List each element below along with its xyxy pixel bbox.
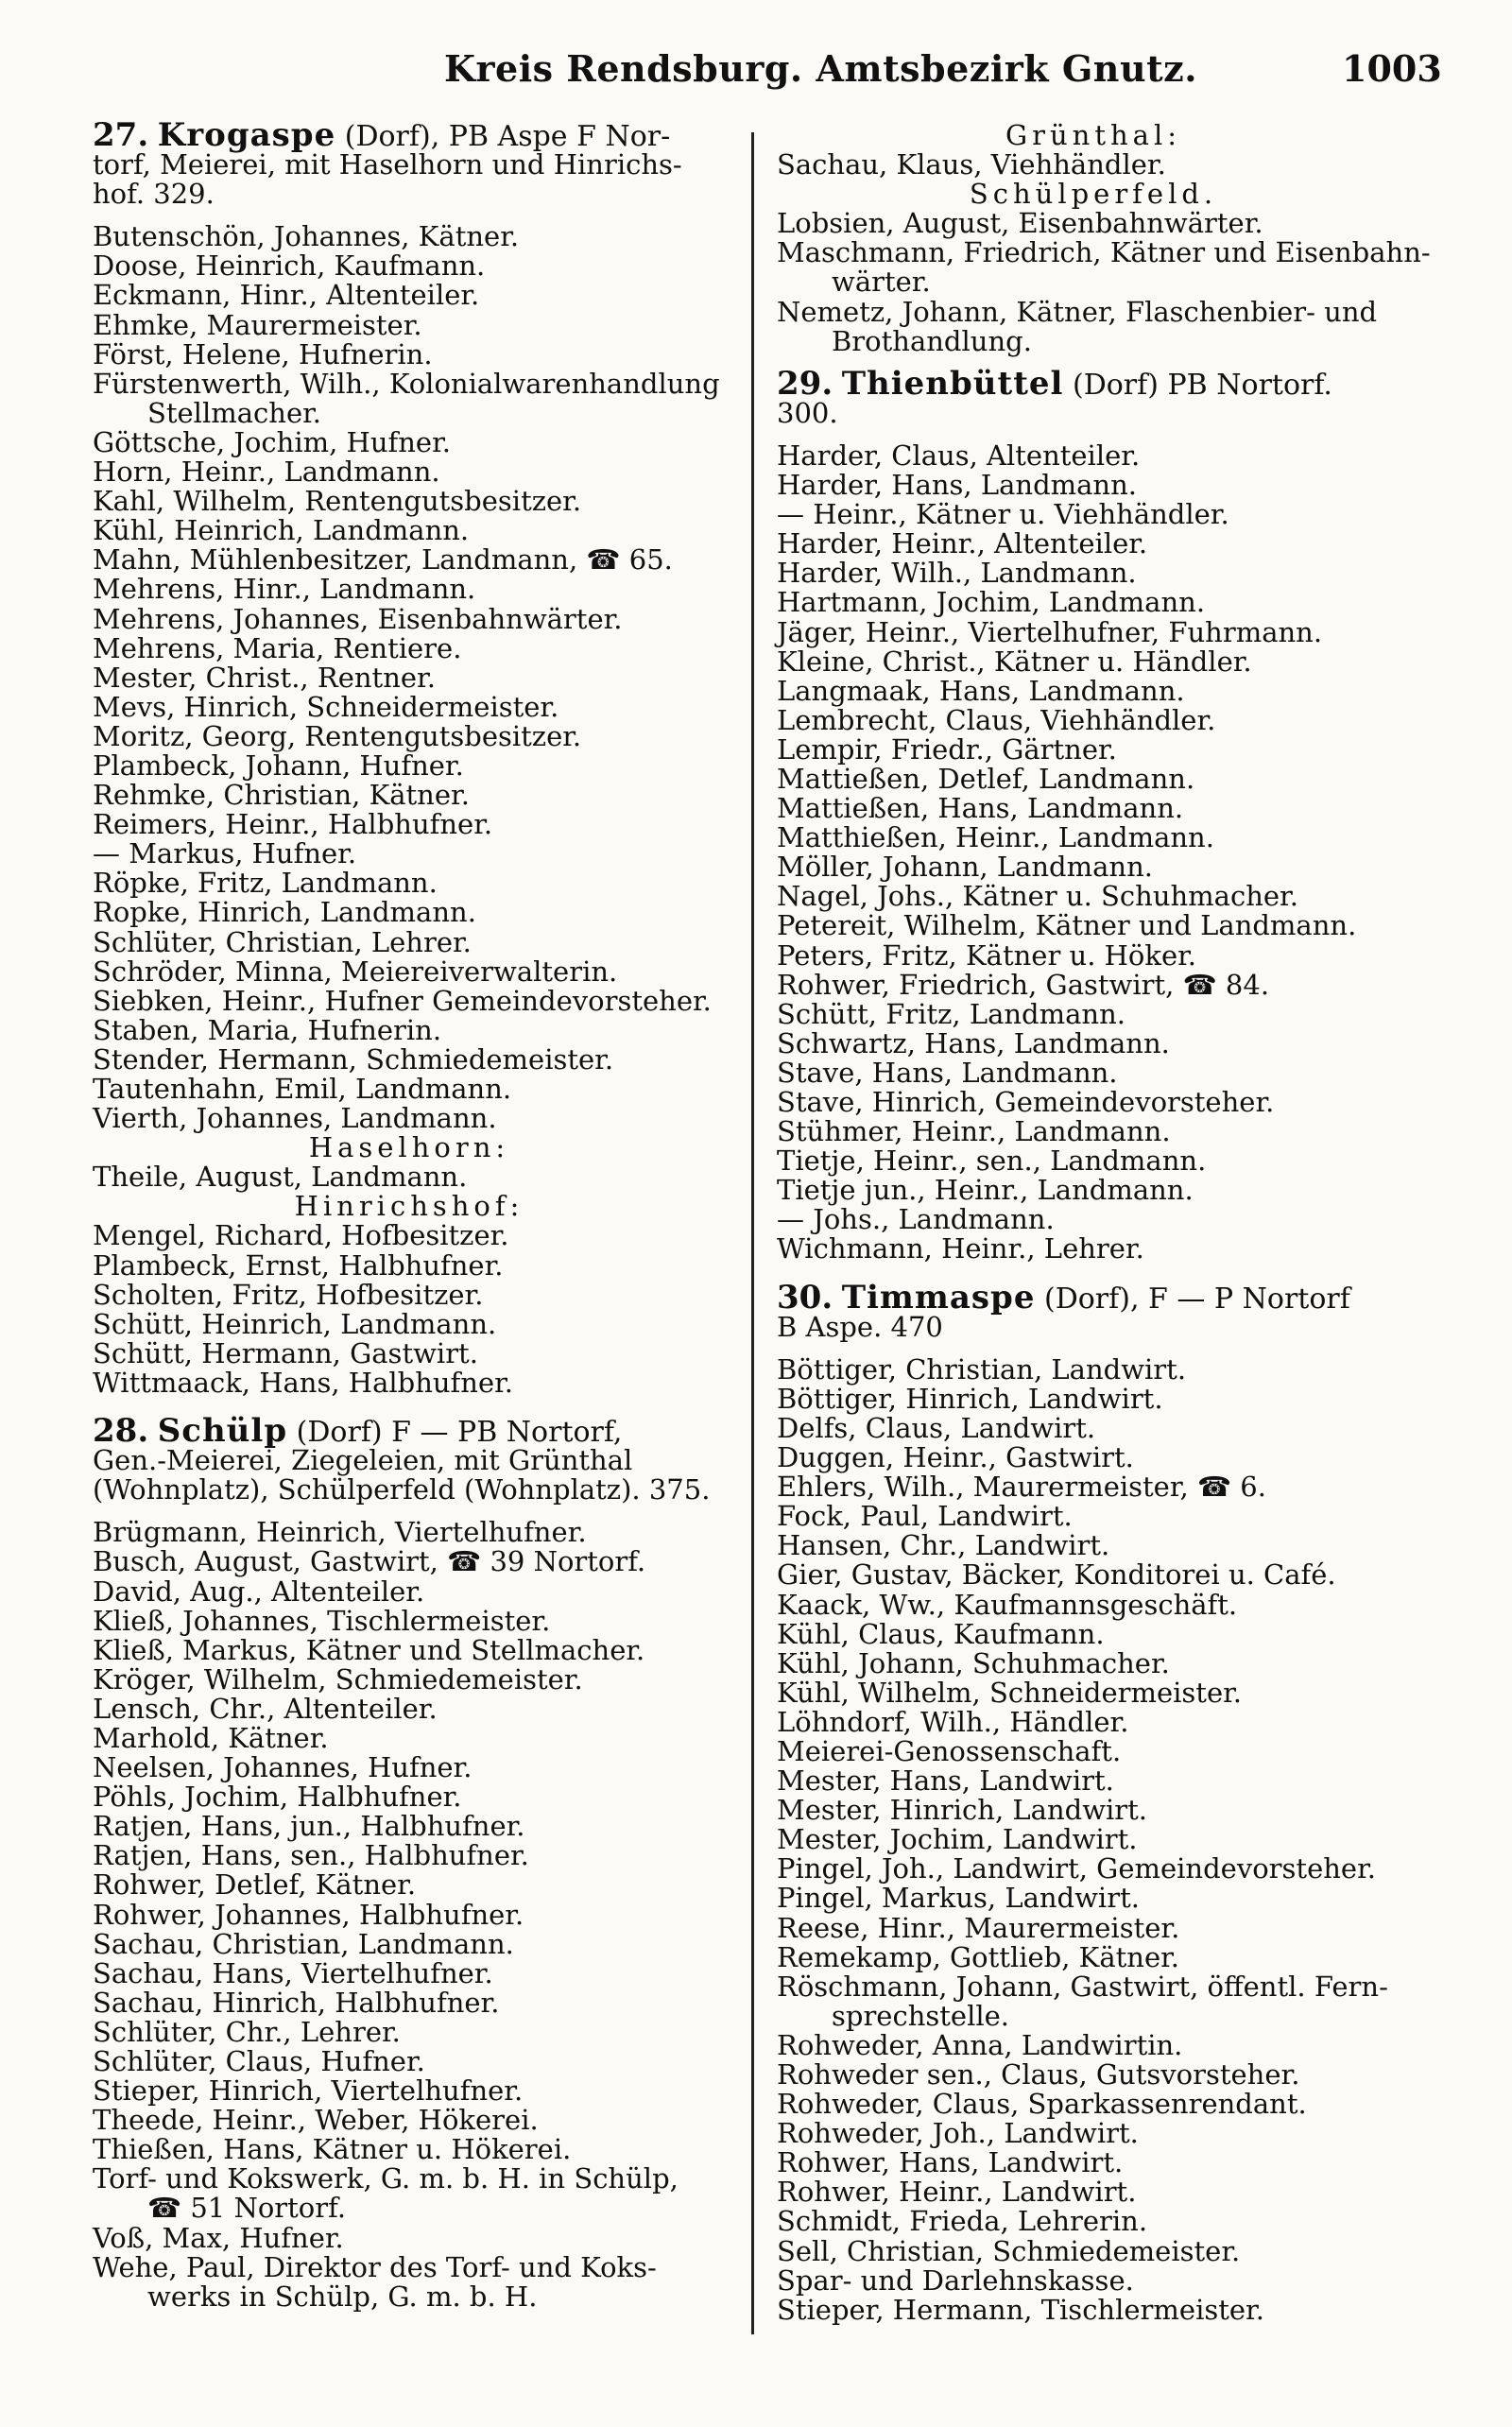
entry-29-heading [777,364,1410,429]
subplace-heading: Haselhorn: [308,1131,510,1164]
entry-desc: (Dorf), F — P Nortorf [1035,1282,1350,1316]
list-item: Remekamp, Gottlieb, Kätner. [777,1940,1180,1973]
list-item: — Johs., Landmann. [777,1203,1055,1236]
resident-list-hinrichshof [93,1221,726,1398]
list-item: Butenschön, Johannes, Kätner. [93,220,520,253]
left-column [93,116,726,2313]
list-item: Gier, Gustav, Bäcker, Konditorei u. Café. [777,1558,1336,1592]
list-item: Wittmaack, Hans, Halbhufner. [93,1366,514,1399]
list-item: Lobsien, August, Eisenbahnwärter. [777,207,1263,240]
list-item: Mester, Hans, Landwirt. [777,1764,1114,1798]
list-item: Rohwer, Friedrich, Gastwirt, ☎ 84. [777,968,1270,1001]
list-item: Jäger, Heinr., Viertelhufner, Fuhrmann. [777,615,1323,648]
list-item: Harder, Wilh., Landmann. [777,557,1137,590]
list-item: Reimers, Heinr., Halbhufner. [93,808,493,841]
list-item: Fürstenwerth, Wilh., Kolonialwarenhandlung [93,367,720,400]
entry-desc: (Dorf) F — PB Nortorf, [287,1416,623,1450]
list-item: Mevs, Hinrich, Schneidermeister. [93,690,559,723]
list-item: Rohweder sen., Claus, Gutsvorsteher. [777,2058,1300,2091]
list-item: Wichmann, Heinr., Lehrer. [777,1232,1144,1265]
list-item: Mehrens, Johannes, Eisenbahnwärter. [93,602,623,635]
list-item: Matthießen, Heinr., Landmann. [777,821,1214,854]
resident-list-schuelperfeld [777,207,1431,357]
list-item: Schütt, Fritz, Landmann. [777,997,1125,1030]
list-item: Stieper, Hermann, Tischlermeister. [777,2293,1264,2326]
list-item: Rohweder, Joh., Landwirt. [777,2117,1139,2150]
resident-list-27 [93,222,726,1133]
entry-desc: (Dorf), PB Aspe F Nor- [335,120,671,153]
list-item: wärter. [832,266,931,299]
list-item: Peters, Fritz, Kätner u. Höker. [777,938,1197,972]
list-item: Kröger, Wilhelm, Schmiedemeister. [93,1662,583,1695]
list-item: Nagel, Johs., Kätner u. Schuhmacher. [777,880,1298,913]
list-item: Pingel, Markus, Landwirt. [777,1882,1140,1915]
list-item: Scholten, Fritz, Hofbesitzer. [93,1278,484,1311]
list-item: Thießen, Hans, Kätner u. Hökerei. [93,2133,572,2166]
list-item: Vierth, Johannes, Landmann. [93,1102,497,1135]
list-item: Stave, Hinrich, Gemeindevorsteher. [777,1086,1275,1118]
list-item: Stieper, Hinrich, Viertelhufner. [93,2074,524,2108]
list-item: Mester, Jochim, Landwirt. [777,1823,1138,1856]
subplace-heading: Grünthal: [1005,119,1182,151]
place-name: Timmaspe [841,1278,1036,1317]
list-item: Maschmann, Friedrich, Kätner und Eisenbahn- [777,236,1431,269]
list-item: Pöhls, Jochim, Halbhufner. [93,1781,462,1814]
list-item: Ratjen, Hans, sen., Halbhufner. [93,1839,529,1872]
entry-number: 30. [777,1278,833,1317]
page-number: 1003 [1342,47,1442,90]
list-item: Mengel, Richard, Hofbesitzer. [93,1219,509,1252]
list-item: ☎ 51 Nortorf. [147,2192,347,2225]
entry-27-heading [93,116,726,211]
list-item: Delfs, Claus, Landwirt. [777,1411,1096,1444]
list-item: Rohweder, Claus, Sparkassenrendant. [777,2088,1307,2121]
list-item: Ehmke, Maurermeister. [93,308,422,341]
entry-desc: B Aspe. 470 [777,1310,943,1343]
list-item: Mester, Christ., Rentner. [93,661,436,694]
list-item: Theede, Heinr., Weber, Hökerei. [93,2104,539,2137]
list-item: Neelsen, Johannes, Hufner. [93,1751,472,1784]
page-header [0,47,1512,104]
list-item: — Heinr., Kätner u. Viehhändler. [777,498,1229,531]
list-item: Ehlers, Wilh., Maurermeister, ☎ 6. [777,1471,1266,1504]
list-item: Staben, Maria, Hufnerin. [93,1013,442,1046]
list-item: Rohwer, Detlef, Kätner. [93,1868,417,1902]
right-column [777,119,1431,2326]
entry-desc: torf, Meierei, mit Haselhorn und Hinrichs- [93,148,682,181]
list-item: Rohwer, Hans, Landwirt. [777,2146,1124,2179]
list-item: Göttsche, Jochim, Hufner. [93,425,451,458]
resident-list-gruenthal [777,150,1410,180]
entry-desc: (Dorf) PB Nortorf. [1063,368,1332,402]
list-item: Rehmke, Christian, Kätner. [93,779,470,812]
list-item: Sachau, Hinrich, Halbhufner. [93,1986,500,2019]
entry-desc: hof. 329. [93,178,215,211]
list-item: Kließ, Johannes, Tischlermeister. [93,1604,551,1637]
entry-desc: (Wohnplatz), Schülperfeld (Wohnplatz). 375. [93,1473,711,1506]
list-item: Busch, August, Gastwirt, ☎ 39 Nortorf. [93,1545,646,1578]
list-item: Kühl, Heinrich, Landmann. [93,514,470,547]
list-item: Ropke, Hinrich, Landmann. [93,896,476,929]
list-item: Hansen, Chr., Landwirt. [777,1529,1110,1562]
list-item: Mehrens, Hinr., Landmann. [93,573,476,606]
list-item: Stender, Hermann, Schmiedemeister. [93,1042,614,1076]
list-item: Pingel, Joh., Landwirt, Gemeindevorsteher. [777,1852,1376,1885]
list-item: Petereit, Wilhelm, Kätner und Landmann. [777,909,1357,942]
list-item: Schröder, Minna, Meiereiverwalterin. [93,955,618,988]
list-item: Harder, Heinr., Altenteiler. [777,527,1148,560]
entry-desc: Gen.-Meierei, Ziegeleien, mit Grünthal [93,1444,633,1477]
list-item: Fock, Paul, Landwirt. [777,1500,1073,1533]
list-item: Schlüter, Chr., Lehrer. [93,2015,401,2048]
entry-desc: 300. [777,396,838,429]
list-item: Marhold, Kätner. [93,1721,329,1754]
list-item: Schütt, Hermann, Gastwirt. [93,1336,478,1369]
list-item: Rohweder, Anna, Landwirtin. [777,2028,1183,2061]
list-item: Doose, Heinrich, Kaufmann. [93,250,486,283]
list-item: Mattießen, Hans, Landmann. [777,792,1184,825]
list-item: Reese, Hinr., Maurermeister. [777,1911,1180,1944]
subplace-heading: Schülperfeld. [969,178,1218,211]
list-item: Plambeck, Johann, Hufner. [93,749,464,782]
place-name: Thienbüttel [841,364,1064,403]
resident-list-haselhorn [93,1162,726,1192]
list-item: Schmidt, Frieda, Lehrerin. [777,2205,1148,2238]
resident-list-28 [93,1518,726,2312]
list-item: Duggen, Heinr., Gastwirt. [777,1441,1134,1474]
list-item: sprechstelle. [832,1999,1010,2032]
list-item: Sachau, Klaus, Viehhändler. [777,148,1166,181]
list-item: Wehe, Paul, Direktor des Torf- und Koks- [93,2250,657,2283]
entry-number: 29. [777,364,833,403]
list-item: Böttiger, Hinrich, Landwirt. [777,1382,1163,1415]
entry-number: 28. [93,1412,149,1451]
list-item: Meierei-Genossenschaft. [777,1734,1122,1767]
list-item: Mehrens, Maria, Rentiere. [93,631,462,664]
list-item: — Markus, Hufner. [93,837,357,870]
list-item: Möller, Johann, Landmann. [777,851,1153,884]
list-item: Mattießen, Detlef, Landmann. [777,762,1195,795]
place-name: Schülp [157,1412,288,1451]
list-item: Stave, Hans, Landmann. [777,1056,1118,1089]
list-item: Tietje, Heinr., sen., Landmann. [777,1145,1207,1178]
list-item: Spar- und Darlehnskasse. [777,2263,1134,2297]
resident-list-29 [777,441,1410,1265]
list-item: Theile, August, Landmann. [93,1161,468,1194]
entry-28-heading [93,1412,726,1506]
list-item: Stellmacher. [147,396,321,429]
list-item: Kühl, Johann, Schuhmacher. [777,1646,1170,1679]
list-item: Kühl, Claus, Kaufmann. [777,1617,1105,1650]
list-item: Tietje jun., Heinr., Landmann. [777,1174,1194,1207]
running-title: Kreis Rendsburg. Amtsbezirk Gnutz. [444,47,1197,90]
list-item: Sachau, Christian, Landmann. [93,1927,514,1960]
list-item: Langmaak, Hans, Landmann. [777,674,1185,707]
list-item: Kließ, Markus, Kätner und Stellmacher. [93,1633,645,1666]
list-item: Lembrecht, Claus, Viehhändler. [777,703,1216,736]
list-item: Harder, Hans, Landmann. [777,469,1138,502]
list-item: Sell, Christian, Schmiedemeister. [777,2234,1241,2267]
list-item: Rohwer, Heinr., Landwirt. [777,2176,1137,2209]
entry-number: 27. [93,116,149,154]
list-item: Brügmann, Heinrich, Viertelhufner. [93,1516,587,1549]
list-item: Kahl, Wilhelm, Rentengutsbesitzer. [93,485,582,518]
list-item: Röpke, Fritz, Landmann. [93,867,438,900]
list-item: David, Aug., Altenteiler. [93,1575,425,1608]
place-name: Krogaspe [157,116,336,154]
list-item: Schwartz, Hans, Landmann. [777,1026,1170,1059]
list-item: Kaack, Ww., Kaufmannsgeschäft. [777,1588,1238,1621]
list-item: Horn, Heinr., Landmann. [93,456,440,489]
list-item: Schütt, Heinrich, Landmann. [93,1307,497,1340]
list-item: werks in Schülp, G. m. b. H. [147,2280,538,2313]
list-item: Schlüter, Claus, Hufner. [93,2045,425,2077]
list-item: Hartmann, Jochim, Landmann. [777,586,1206,619]
list-item: Eckmann, Hinr., Altenteiler. [93,279,480,312]
list-item: Voß, Max, Hufner. [93,2221,344,2254]
list-item: Siebken, Heinr., Hufner Gemeindevorsteher. [93,984,712,1017]
subplace-heading: Hinrichshof: [294,1190,524,1223]
list-item: Mahn, Mühlenbesitzer, Landmann, ☎ 65. [93,543,673,577]
list-item: Lensch, Chr., Altenteiler. [93,1692,438,1725]
list-item: Lempir, Friedr., Gärtner. [777,732,1117,766]
list-item: Plambeck, Ernst, Halbhufner. [93,1248,504,1282]
list-item: Röschmann, Johann, Gastwirt, öffentl. Fern- [777,1970,1388,2003]
list-item: Schlüter, Christian, Lehrer. [93,925,472,958]
list-item: Tautenhahn, Emil, Landmann. [93,1073,512,1105]
list-item: Harder, Claus, Altenteiler. [777,439,1141,472]
list-item: Brothandlung. [832,324,1032,357]
list-item: Löhndorf, Wilh., Händler. [777,1705,1129,1738]
list-item: Kleine, Christ., Kätner u. Händler. [777,645,1252,678]
list-item: Kühl, Wilhelm, Schneidermeister. [777,1676,1243,1709]
list-item: Mester, Hinrich, Landwirt. [777,1794,1148,1827]
list-item: Sachau, Hans, Viertelhufner. [93,1956,493,1989]
entry-30-heading [777,1278,1410,1343]
list-item: Böttiger, Christian, Landwirt. [777,1352,1187,1386]
resident-list-30 [777,1352,1410,2326]
list-item: Nemetz, Johann, Kätner, Flaschenbier- und [777,295,1378,328]
list-item: Torf- und Kokswerk, G. m. b. H. in Schülp, [93,2162,679,2195]
list-item: Ratjen, Hans, jun., Halbhufner. [93,1810,525,1843]
list-item: Rohwer, Johannes, Halbhufner. [93,1898,524,1931]
list-item: Moritz, Georg, Rentengutsbesitzer. [93,719,582,752]
list-item: Stühmer, Heinr., Landmann. [777,1115,1171,1148]
column-divider [751,132,754,2334]
list-item: Först, Helene, Hufnerin. [93,337,433,370]
